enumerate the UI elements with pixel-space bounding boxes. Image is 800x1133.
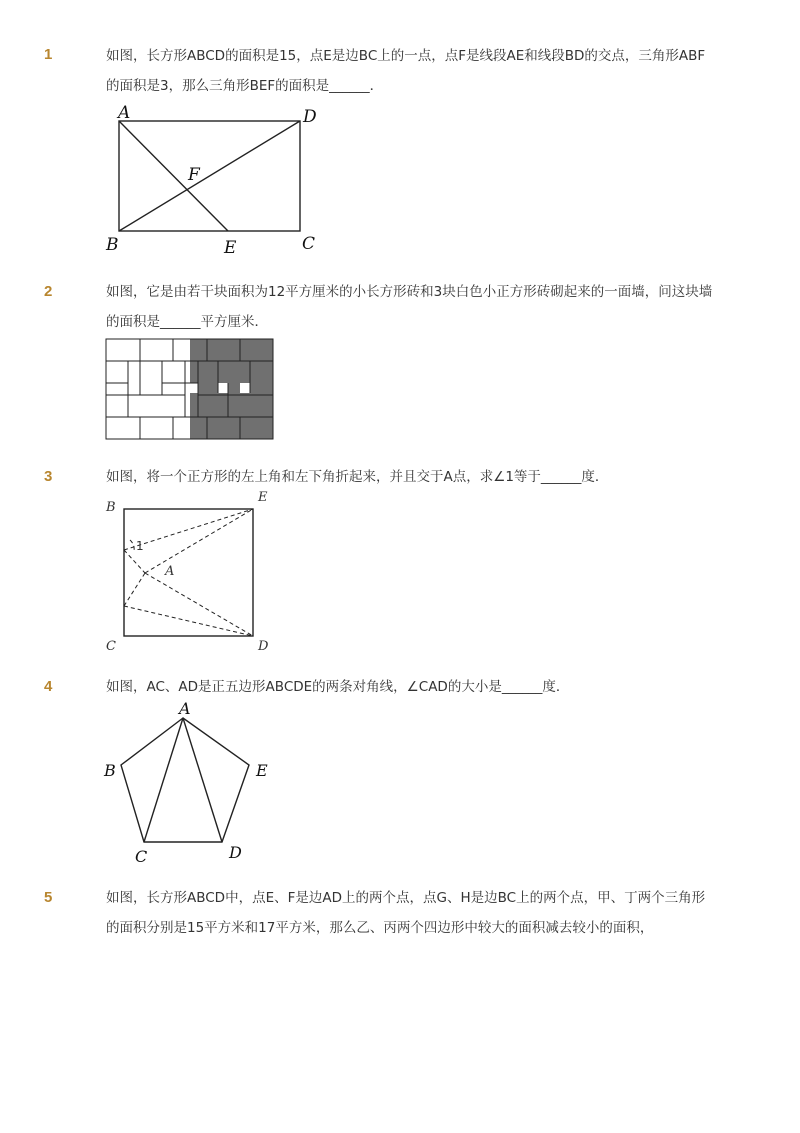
label-B: B	[104, 761, 116, 780]
label-D: D	[229, 843, 242, 862]
label-A: A	[165, 564, 175, 579]
question-text: 如图，AC、AD是正五边形ABCDE的两条对角线，∠CAD的大小是______度．	[106, 679, 570, 695]
label-F: F	[188, 165, 200, 185]
question-number: 2	[44, 283, 53, 300]
question-number: 3	[44, 468, 53, 485]
question-text: 如图，将一个正方形的左上角和左下角折起来，并且交于A点，求∠1等于______度．	[106, 469, 609, 485]
question-number: 1	[44, 46, 53, 63]
label-E: E	[258, 490, 268, 505]
question-text: 如图，长方形ABCD的面积是15，点E是边BC上的一点，点F是线段AE和线段BD的交点，三角形ABF的面积是3，那么三角形BEF的面积是______．	[106, 48, 706, 94]
label-angle-1: 1	[136, 539, 144, 553]
label-B: B	[106, 235, 119, 255]
label-C: C	[106, 639, 116, 654]
label-D: D	[303, 107, 317, 127]
question-number: 4	[44, 678, 53, 695]
label-D: D	[258, 639, 269, 654]
label-C: C	[135, 847, 148, 866]
question-text: 如图，长方形ABCD中，点E、F是边AD上的两个点，点G、H是边BC上的两个点，甲、丁两个三角形的面积分别是15平方米和17平方米，那么乙、丙两个四边形中较大的面积减去较小的面积，	[106, 890, 706, 936]
question-text: 如图，它是由若干块面积为12平方厘米的小长方形砖和3块白色小正方形砖砌起来的一面墙，问这块墙的面积是______平方厘米．	[106, 284, 713, 330]
label-A: A	[118, 103, 131, 123]
label-C: C	[302, 234, 316, 254]
question-number: 5	[44, 889, 53, 906]
label-E: E	[224, 238, 237, 258]
label-A: A	[179, 699, 191, 718]
label-B: B	[106, 500, 116, 515]
label-E: E	[256, 761, 268, 780]
